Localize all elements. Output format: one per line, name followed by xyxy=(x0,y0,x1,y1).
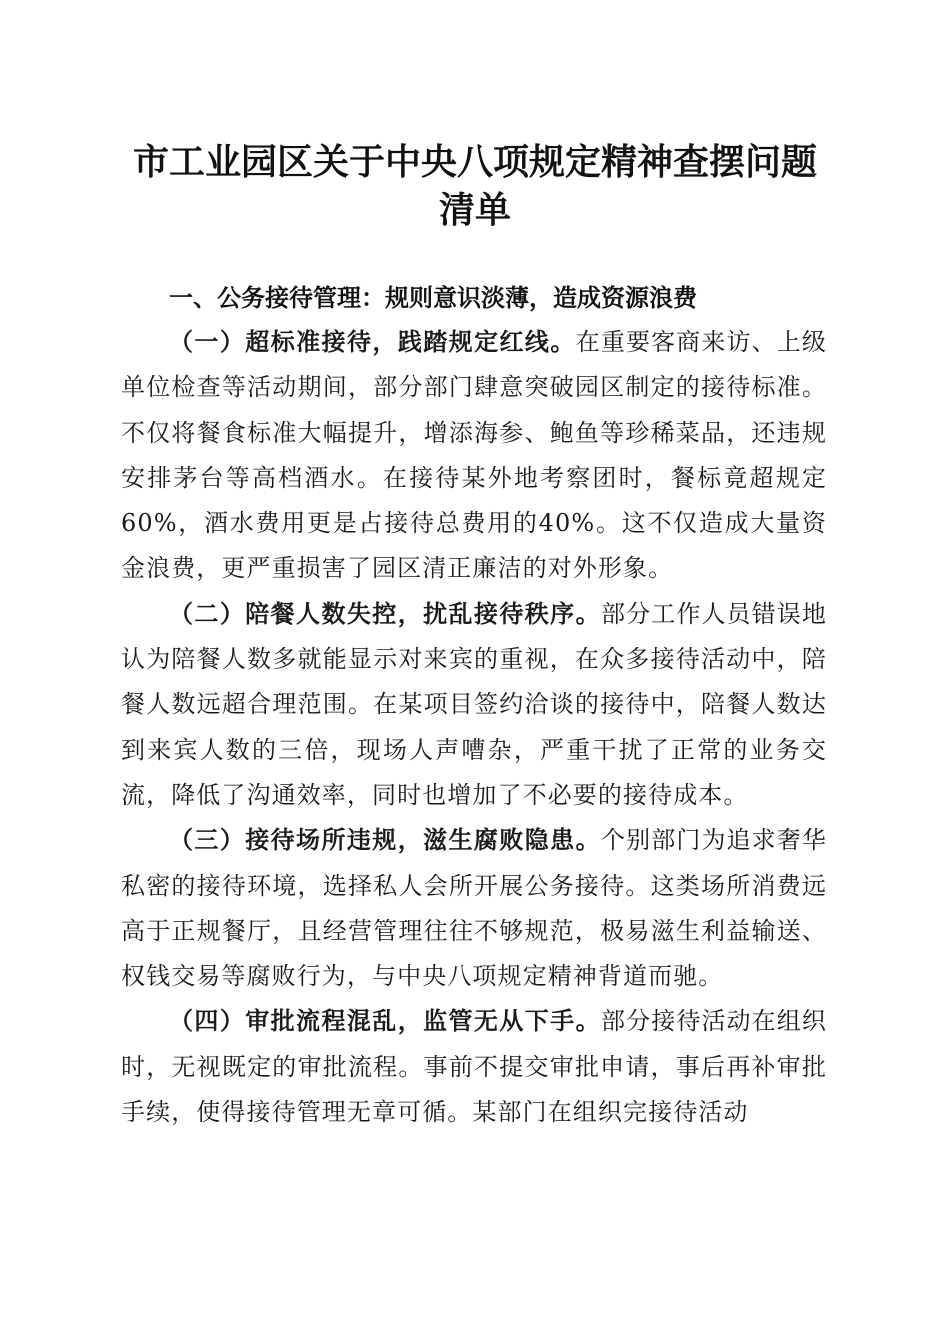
paragraph-1 xyxy=(121,320,827,592)
paragraph-lead: （一）超标准接待，践踏规定红线。 xyxy=(169,328,576,356)
paragraph-text: 个别部门为追求奢华私密的接待环境，选择私人会所开展公务接待。这类场所消费远高于正规餐厅，且经营管理往往不够规范，极易滋生利益输送、权钱交易等腐败行为，与中央八项规定精神背道而驰。 xyxy=(121,826,827,991)
paragraph-text: 在重要客商来访、上级单位检查等活动期间，部分部门肆意突破园区制定的接待标准。不仅将餐食标准大幅提升，增添海参、鲍鱼等珍稀菜品，还违规安排茅台等高档酒水。在接待某外地考察团时，餐标竟超规定60%，酒水费用更是占接待总费用的40%。这不仅造成大量资金浪费，更严重损害了园区清正廉洁的对外形象。 xyxy=(121,328,827,583)
document-title: 市工业园区关于中央八项规定精神查摆问题清单 xyxy=(132,141,817,231)
paragraph-text: 部分工作人员错误地认为陪餐人数多就能显示对来宾的重视，在众多接待活动中，陪餐人数远超合理范围。在某项目签约洽谈的接待中，陪餐人数达到来宾人数的三倍，现场人声嘈杂，严重干扰了正常的业务交流，降低了沟通效率，同时也增加了不必要的接待成本。 xyxy=(121,599,827,809)
paragraph-lead: （四）审批流程混乱，监管无从下手。 xyxy=(169,1007,601,1036)
section-heading: 一、公务接待管理：规则意识淡薄，造成资源浪费 xyxy=(169,284,697,312)
paragraph-4 xyxy=(121,999,827,1135)
paragraph-text: 部分接待活动在组织时，无视既定的审批流程。事前不提交审批申请，事后再补审批手续，使得接待管理无章可循。某部门在组织完接待活动 xyxy=(121,1007,827,1127)
paragraph-3 xyxy=(121,818,827,999)
paragraph-2 xyxy=(121,592,827,818)
document-body xyxy=(121,280,827,1135)
paragraph-lead: （三）接待场所违规，滋生腐败隐患。 xyxy=(169,826,601,855)
paragraph-lead: （二）陪餐人数失控，扰乱接待秩序。 xyxy=(169,599,601,628)
